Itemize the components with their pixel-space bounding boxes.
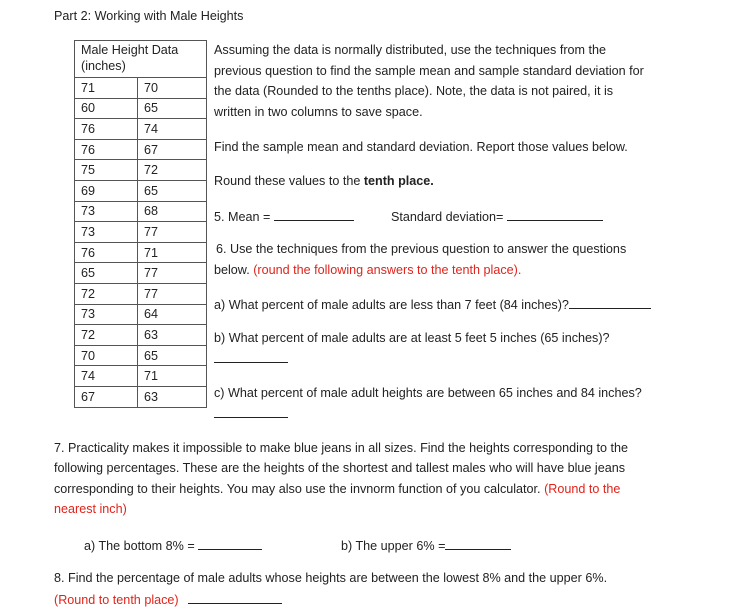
table-cell: 75	[75, 160, 138, 181]
table-cell: 76	[75, 139, 138, 160]
table-cell: 67	[75, 386, 138, 407]
q6c-text: c) What percent of male adult heights are between 65 inches and 84 inches?	[214, 386, 642, 400]
q8-line-2	[54, 591, 282, 607]
q7-line-2: following percentages. These are the heights of the shortest and tallest males who will have blue jeans	[54, 461, 626, 475]
table-cell: 71	[138, 366, 207, 387]
table-cell: 63	[138, 325, 207, 346]
sd-answer-blank[interactable]	[507, 208, 603, 221]
table-row	[75, 304, 207, 325]
q6-line-2	[214, 263, 521, 277]
table-row	[75, 160, 207, 181]
table-row	[75, 325, 207, 346]
q7-line-1: 7. Practicality makes it impossible to make blue jeans in all sizes. Find the heights corresponding to the	[54, 441, 628, 455]
q7-line-3	[54, 482, 620, 496]
table-row	[75, 366, 207, 387]
mean-answer-blank[interactable]	[274, 208, 354, 221]
male-height-data-table	[74, 40, 207, 408]
table-cell: 70	[138, 78, 207, 99]
q6-line-1: 6. Use the techniques from the previous question to answer the questions	[216, 242, 627, 256]
table-cell: 69	[75, 180, 138, 201]
q6-line-2-text: below.	[214, 263, 254, 277]
table-header-title: Male Height Data	[81, 43, 179, 57]
intro-line-2: previous question to find the sample mean and sample standard deviation for	[214, 64, 644, 78]
q7a-text: a) The bottom 8% =	[84, 539, 195, 553]
q7-rounding-note: (Round to the	[544, 482, 621, 496]
intro-line-4: written in two columns to save space.	[214, 105, 423, 119]
table-cell: 72	[138, 160, 207, 181]
table-row	[75, 98, 207, 119]
q7a-answer-blank[interactable]	[198, 537, 262, 550]
q6-rounding-note: (round the following answers to the tenth place).	[253, 263, 522, 277]
q7b-text: b) The upper 6% =	[341, 539, 446, 553]
round-prefix: Round these values to the	[214, 174, 364, 188]
table-row	[75, 283, 207, 304]
table-cell: 72	[75, 325, 138, 346]
table-cell: 74	[75, 366, 138, 387]
table-row	[75, 180, 207, 201]
round-emphasis: tenth place.	[363, 174, 434, 188]
q7-line-4: nearest inch)	[54, 502, 127, 516]
table-cell: 71	[138, 242, 207, 263]
table-row	[75, 201, 207, 222]
table-cell: 77	[138, 222, 207, 243]
table-row	[75, 119, 207, 140]
table-header	[75, 41, 207, 78]
q6a	[214, 296, 651, 312]
table-cell: 63	[138, 386, 207, 407]
q7a	[84, 537, 262, 553]
q7b-answer-blank[interactable]	[445, 537, 511, 550]
q7-line-3-text: corresponding to their heights. You may also use the invnorm function of you calculator.	[54, 482, 545, 496]
find-instruction: Find the sample mean and standard deviation. Report those values below.	[214, 140, 628, 154]
table-cell: 77	[138, 283, 207, 304]
table-cell: 76	[75, 119, 138, 140]
table-cell: 65	[75, 263, 138, 284]
q5-mean-label: 5. Mean =	[214, 210, 274, 224]
q6a-text: a) What percent of male adults are less than 7 feet (84 inches)?	[214, 298, 569, 312]
section-heading: Part 2: Working with Male Heights	[54, 9, 244, 23]
table-cell: 64	[138, 304, 207, 325]
table-row	[75, 263, 207, 284]
q5-mean	[214, 208, 354, 224]
table-cell: 65	[138, 345, 207, 366]
intro-line-3: the data (Rounded to the tenths place). Note, the data is not paired, it is	[214, 84, 614, 98]
table-cell: 73	[75, 304, 138, 325]
table-row	[75, 242, 207, 263]
q6b-answer-blank[interactable]	[214, 350, 288, 363]
table-cell: 67	[138, 139, 207, 160]
table-row	[75, 78, 207, 99]
q5-sd	[391, 208, 603, 224]
q5-sd-label: Standard deviation=	[391, 210, 507, 224]
round-instruction	[214, 174, 434, 188]
table-cell: 65	[138, 180, 207, 201]
table-cell: 73	[75, 201, 138, 222]
q7b	[341, 537, 511, 553]
q6a-answer-blank[interactable]	[569, 296, 651, 309]
table-cell: 70	[75, 345, 138, 366]
table-cell: 60	[75, 98, 138, 119]
q8-rounding-note: (Round to tenth place)	[54, 593, 179, 607]
table-cell: 73	[75, 222, 138, 243]
table-row	[75, 386, 207, 407]
q8-line-1: 8. Find the percentage of male adults whose heights are between the lowest 8% and the upper 6%.	[54, 571, 608, 585]
table-row	[75, 345, 207, 366]
table-row	[75, 139, 207, 160]
table-cell: 72	[75, 283, 138, 304]
q8-answer-blank[interactable]	[188, 591, 282, 604]
table-cell: 74	[138, 119, 207, 140]
table-row	[75, 222, 207, 243]
table-cell: 68	[138, 201, 207, 222]
intro-line-1: Assuming the data is normally distributed, use the techniques from the	[214, 43, 607, 57]
table-cell: 65	[138, 98, 207, 119]
table-cell: 71	[75, 78, 138, 99]
q6b-text: b) What percent of male adults are at least 5 feet 5 inches (65 inches)?	[214, 331, 610, 345]
table-header-units: (inches)	[81, 59, 126, 73]
q6c-answer-blank[interactable]	[214, 405, 288, 418]
table-cell: 77	[138, 263, 207, 284]
table-cell: 76	[75, 242, 138, 263]
